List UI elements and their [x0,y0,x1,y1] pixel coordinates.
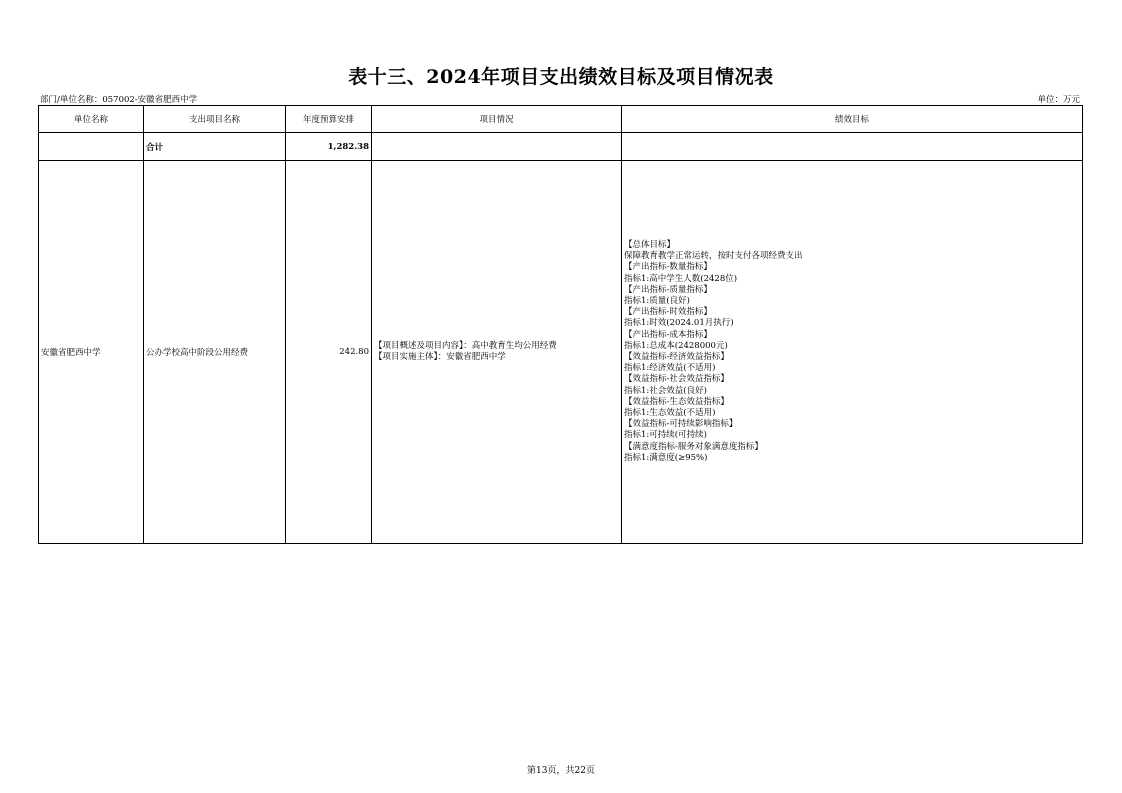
unit-label: 单位：万元 [1037,95,1080,105]
row-project-name: 公办学校高中阶段公用经费 [144,161,286,544]
row-budget: 242.80 [286,161,372,544]
table-row [39,161,1083,544]
department-label: 部门/单位名称：057002-安徽省肥西中学 [40,95,198,105]
row-project-info: 【项目概述及项目内容】：高中教育生均公用经费 【项目实施主体】：安徽省肥西中学 [372,161,622,544]
project-table [38,105,1083,544]
header-row [39,106,1083,133]
total-info-cell [372,133,622,161]
row-unit-name: 安徽省肥西中学 [39,161,144,544]
row-performance: 【总体目标】 保障教育教学正常运转，按时支付各项经费支出 【产出指标-数量指标】 指标1:高中学生人数(2428位) 【产出指标-质量指标】 指标1:质量(良好) 【产出指标-时效指标】 指标1:时效(2024.01月执行) 【产出指标-成本指标】 指标1:总成本(2428000元) 【效益指标-经济效益指标】 指标1:经济效益(不适用) 【效益指标-社会效益指标】 指标1:社会效益(良好) 【效益指标-生态效益指标】 指标1:生态效益(不适用) 【效益指标-可持续影响指标】 指标1:可持续(可持续) 【满意度指标-服务对象满意度指标】 指标1:满意度(≥95%) [622,161,1083,544]
total-unit-cell [39,133,144,161]
header-performance: 绩效目标 [622,106,1083,133]
header-project-name: 支出项目名称 [144,106,286,133]
page-number: 第13页，共22页 [527,766,595,776]
header-unit-name: 单位名称 [39,106,144,133]
header-budget: 年度预算安排 [286,106,372,133]
header-project-info: 项目情况 [372,106,622,133]
page-title: 表十三、2024年项目支出绩效目标及项目情况表 [348,66,774,88]
total-row [39,133,1083,161]
total-amount: 1,282.38 [286,133,372,161]
total-label: 合计 [144,133,286,161]
total-performance-cell [622,133,1083,161]
